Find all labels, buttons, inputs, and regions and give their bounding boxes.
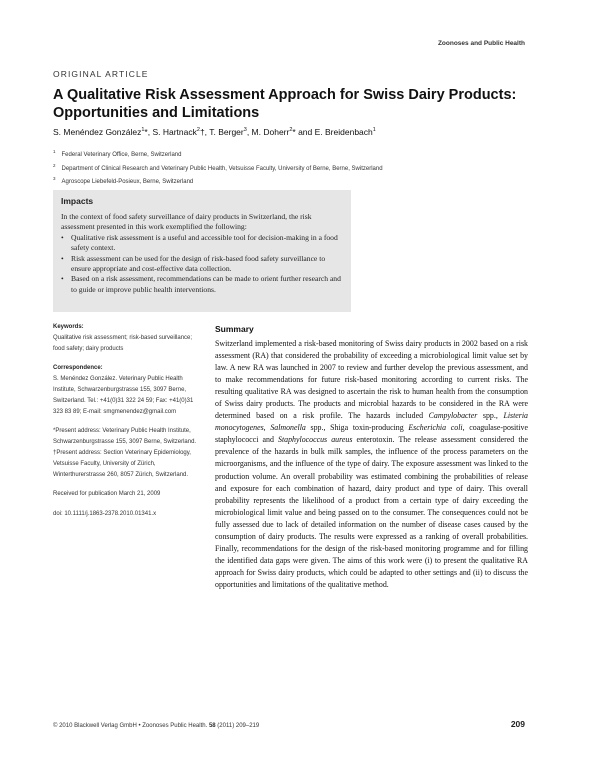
keywords-block: [53, 322, 203, 354]
article-title: A Qualitative Risk Assessment Approach for Swiss Dairy Products: Opportunities and Limitations: [53, 87, 517, 121]
affiliation-number: 1: [53, 149, 56, 154]
present-address-block: [53, 426, 203, 480]
hazard-name: Listeria monocytogenes: [215, 411, 528, 433]
author-mark: *: [144, 127, 148, 137]
author-separator: ,: [204, 127, 210, 137]
summary-part: Switzerland implemented a risk-based monitoring of Swiss dairy products in 2002 based on a risk assessment (RA) that considered the probability of exceeding a microbiological limit value set by law. A new RA was launched in 2007 to review and further develop the previous assessment, and to make recommendations for future risk-based monitoring according to current risks. The resulting qualitative RA was designed to ascertain the risk to human health from the consumption of Swiss dairy products. The products and microbial hazards to be considered in the RA were determined based on a risk profile. The hazards included: [215, 339, 528, 421]
hazard-name: Staphylococcus aureus: [278, 435, 353, 445]
impacts-box: [53, 190, 351, 312]
author-name: S. Hartnack: [152, 127, 197, 137]
hazard-name: Escherichia coli: [408, 423, 463, 433]
author-affil-sup: 3: [243, 127, 247, 134]
summary-text: [215, 338, 528, 591]
impacts-bullet-item: [61, 233, 343, 254]
impacts-bullet-item: [61, 274, 343, 295]
author-name: E. Breidenbach: [314, 127, 373, 137]
affiliation-text: Department of Clinical Research and Veterinary Public Health, Vetsuisse Faculty, University of Berne, Berne, Switzerland: [61, 165, 383, 172]
author-affil-sup: 1: [141, 127, 145, 134]
doi-link[interactable]: doi: 10.1111/j.1863-2378.2010.01341.x: [53, 511, 157, 518]
affiliation-item: [53, 161, 383, 175]
author-separator: ,: [147, 127, 153, 137]
impacts-item-text: Qualitative risk assessment is a useful and accessible tool for decision-making in a food safety context.: [71, 232, 338, 253]
correspondence-block: [53, 363, 203, 417]
received-date: Received for publication March 21, 2009: [53, 491, 161, 498]
hazard-name: Campylobacter: [428, 411, 478, 421]
correspondence-text: S. Menéndez González. Veterinary Public Health Institute, Schwarzenburgstrasse 155, 3097 Berne, Switzerland. Tel.: +41(0)31 322 24 59; Fax: +41(0)31 323 83 89; E-mail: smgmenendez@gmail.com: [53, 376, 194, 415]
hazard-name: Salmonella: [270, 423, 306, 433]
impacts-intro: In the context of food safety surveillance of dairy products in Switzerland, the risk assessment presented in this work exemplified the following:: [61, 212, 312, 232]
footer-pages: (2011) 209–219: [215, 723, 260, 729]
author-affil-sup: 2: [289, 127, 293, 134]
author-mark: †: [199, 127, 205, 137]
present-address-1: *Present address: Veterinary Public Health Institute, Schwarzenburgstrasse 155, 3097 Berne, Switzerland.: [53, 428, 197, 446]
bullet-icon: •: [61, 253, 64, 263]
summary-part: , coagulase-positive staphylococci and: [215, 423, 528, 445]
author-name: T. Berger: [209, 127, 244, 137]
author-name: M. Doherr: [251, 127, 290, 137]
impacts-item-text: Based on a risk assessment, recommendations can be made to orient further research and to guide or improve public health interventions.: [71, 274, 341, 294]
author-affil-sup: 1: [372, 127, 376, 134]
bullet-icon: •: [61, 232, 64, 242]
summary-part: ,: [263, 423, 271, 433]
correspondence-label: Correspondence:: [53, 365, 103, 372]
article-sidebar: [53, 322, 203, 529]
author-affil-sup: 2: [196, 127, 200, 134]
affiliation-item: [53, 147, 383, 161]
footer-volume: 58: [208, 723, 216, 729]
footer-publisher: © 2010 Blackwell Verlag GmbH • Zoonoses Public Health.: [53, 723, 209, 729]
footer-citation: [53, 723, 259, 729]
affiliation-number: 3: [53, 176, 56, 181]
summary-part: spp., Shiga toxin-producing: [305, 423, 409, 433]
impacts-body: [61, 212, 343, 295]
section-label: ORIGINAL ARTICLE: [53, 69, 149, 79]
author-list: [53, 127, 376, 137]
author-mark: *: [292, 127, 296, 137]
affiliation-number: 2: [53, 162, 56, 168]
impacts-title: Impacts: [61, 196, 94, 206]
impacts-bullet-item: [61, 254, 343, 275]
summary-heading: Summary: [215, 324, 254, 334]
bullet-icon: •: [61, 274, 64, 284]
keywords-text: Qualitative risk assessment; risk-based surveillance; food safety; dairy products: [53, 334, 193, 352]
author-name: S. Menéndez González: [53, 127, 142, 137]
page-number: 209: [510, 719, 525, 729]
journal-name: Zoonoses and Public Health: [437, 40, 525, 47]
author-separator: ,: [246, 127, 252, 137]
present-address-2: †Present address: Section Veterinary Epidemiology, Vetsuisse Faculty, University of Zürich, Winterthurerstrasse 260, 8057 Zürich, Switzerland.: [53, 449, 191, 478]
keywords-label: Keywords:: [53, 324, 84, 330]
author-separator: and: [295, 127, 315, 137]
impacts-item-text: Risk assessment can be used for the design of risk-based food safety surveillance to ensure appropriate and cost-effective data collection.: [71, 253, 326, 274]
affiliations: [53, 147, 383, 188]
affiliation-item: [53, 174, 383, 188]
affiliation-text: Federal Veterinary Office, Berne, Switzerland: [61, 152, 182, 158]
summary-part: spp.,: [477, 411, 504, 421]
affiliation-text: Agroscope Liebefeld-Posieux, Berne, Switzerland: [61, 179, 194, 185]
summary-part: enterotoxin. The release assessment considered the prevalence of the hazards in bulk milk samples, the influence of the process parameters on the microorganisms, and the influence of the type of dairy. The exposure assessment was linked to the production volume. An overall probability was estimated combining the probabilities of release and exposure for each combination of hazard, dairy product and type of dairy. This overall probability represents the likelihood of a product from a certain type of dairy exceeding the microbiological limit value and being passed on to the consumer. The consequences could not be fully assessed due to lack of detailed information on the number of disease cases caused by the consumption of dairy products. The results were expressed as a ranking of overall probabilities. Finally, recommendations for the design of the risk-based monitoring programme and for filling the identified data gaps were given. The aims of this work were (i) to present the qualitative RA approach for Swiss dairy products, which could be adapted to other settings and (ii) to discuss the opportunities and limitations of the qualitative method.: [215, 435, 528, 589]
